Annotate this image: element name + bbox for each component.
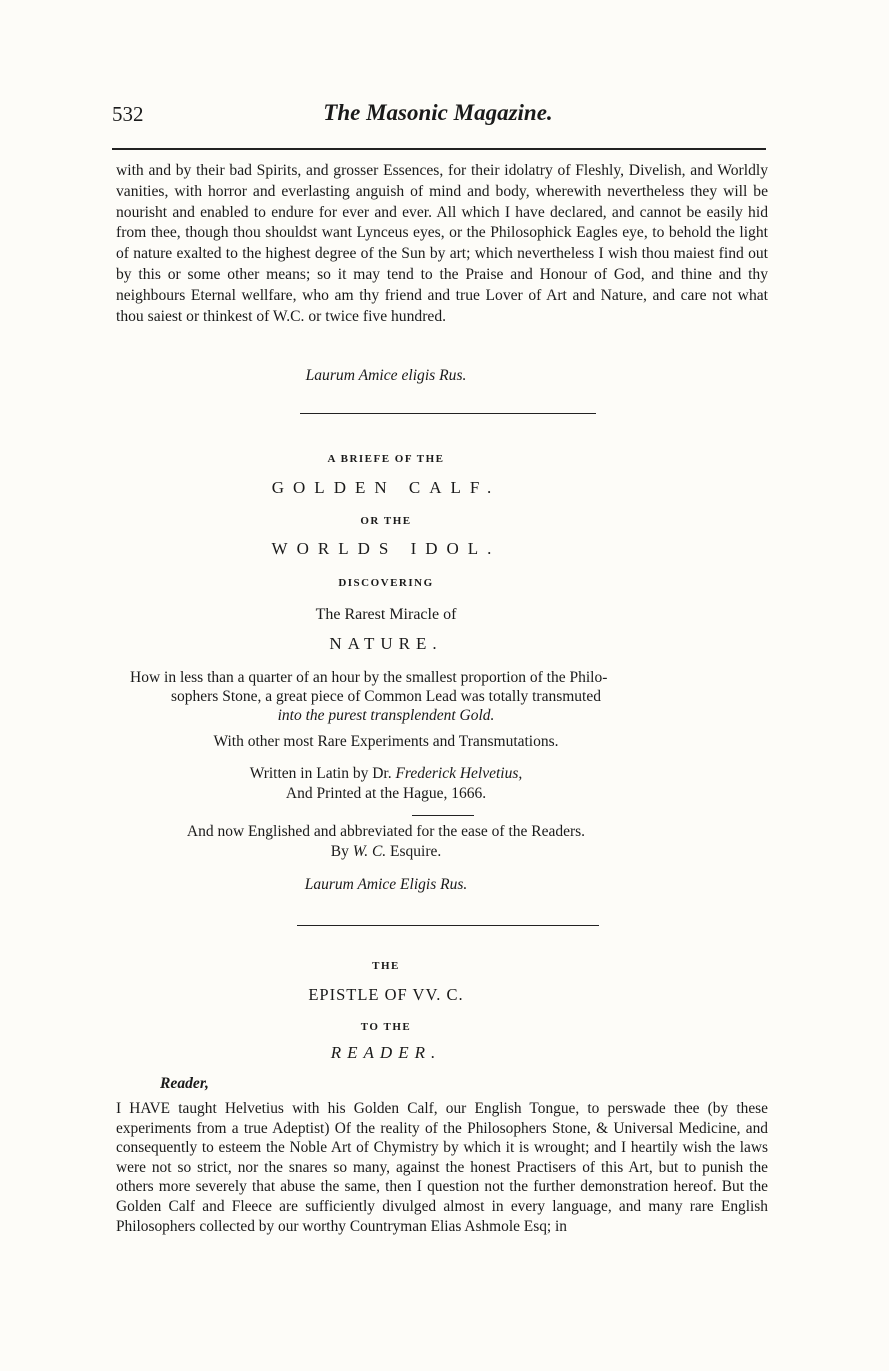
epistle-the: THE — [372, 960, 400, 972]
description-line-2: sophers Stone, a great piece of Common Lead was totally transmuted — [170, 688, 601, 705]
title-nature: NATURE. — [329, 634, 443, 653]
epistle-title: EPISTLE OF VV. C. — [308, 985, 464, 1004]
section-divider-2 — [297, 925, 599, 926]
title-line-or-the: OR THE — [360, 515, 412, 527]
description-line-4: With other most Rare Experiments and Transmutations. — [213, 733, 559, 750]
epistle-to-the: TO THE — [360, 1021, 412, 1033]
page-number: 532 — [112, 102, 144, 126]
page-header — [112, 100, 764, 140]
title-golden-calf: GOLDEN CALF. — [271, 478, 501, 497]
title-line-discovering: DISCOVERING — [338, 577, 434, 589]
title-motto: Laurum Amice Eligis Rus. — [304, 876, 468, 893]
title-line-briefe: A BRIEFE OF THE — [327, 453, 445, 465]
running-title: The Masonic Magazine. — [323, 100, 553, 125]
title-worlds-idol: WORLDS IDOL. — [271, 539, 501, 558]
translator-name: W. C. — [352, 843, 387, 860]
signoff-motto: Laurum Amice eligis Rus. — [305, 367, 467, 384]
englished-line: And now Englished and abbreviated for the ease of the Readers. — [186, 823, 586, 840]
section-divider-1 — [300, 413, 596, 414]
header-rule — [112, 148, 766, 150]
reader-paragraph: I HAVE taught Helvetius with his Golden Calf, our English Tongue, to perswade thee (by these experiments from a true Adeptist) Of the reality of the Philosophers Stone, & Universal Medicine, and consequently to esteem the Noble Art of Chymistry by which it is wrought; and I heartily wish the laws were not so strict, nor the snares so many, against the honest Practisers of this Art, but to punish the others more severely that abuse the same, then I question not the further demonstration hereof. But the Golden Calf and Fleece are sufficiently divulged almost in every language, and many rare English Philosophers collected by our worthy Countryman Elias Ashmole Esq; in — [116, 1100, 768, 1235]
reader-salutation: Reader, — [160, 1075, 209, 1092]
description-line-1: How in less than a quarter of an hour by the smallest proportion of the Philo- — [130, 669, 608, 686]
epistle-reader: READER. — [330, 1043, 442, 1062]
printed-line: And Printed at the Hague, 1666. — [285, 785, 487, 802]
translator-prefix: By — [330, 843, 349, 860]
description-line-3: into the purest transplendent Gold. — [277, 707, 495, 724]
title-rarest-miracle: The Rarest Miracle of — [315, 606, 457, 623]
short-divider — [412, 815, 474, 816]
written-by-prefix: Written in Latin by Dr. — [249, 765, 392, 782]
translator-line — [116, 843, 656, 861]
translator-suffix: Esquire. — [390, 843, 442, 860]
opening-paragraph: with and by their bad Spirits, and grosser Essences, for their idolatry of Fleshly, Divelish, and Worldly vanities, with horror and everlasting anguish of mind and body, wherewith nevertheless they will be nourisht and enabled to endure for ever and ever. All which I have declared, and cannot be easily hid from thee, though thou shouldst want Lynceus eyes, or the Philosophick Eagles eye, to behold the light of nature exalted to the highest degree of the Sun by art; which nevertheless I wish thou maiest find out by this or some other means; so it may tend to the Praise and Honour of God, and thine and thy neighbours Eternal wellfare, who am thy friend and true Lover of Art and Nature, and care not what thou saiest or thinkest of W.C. or twice five hundred. — [116, 162, 768, 325]
author-name: Frederick Helvetius, — [395, 765, 523, 782]
written-by-line — [116, 765, 656, 783]
